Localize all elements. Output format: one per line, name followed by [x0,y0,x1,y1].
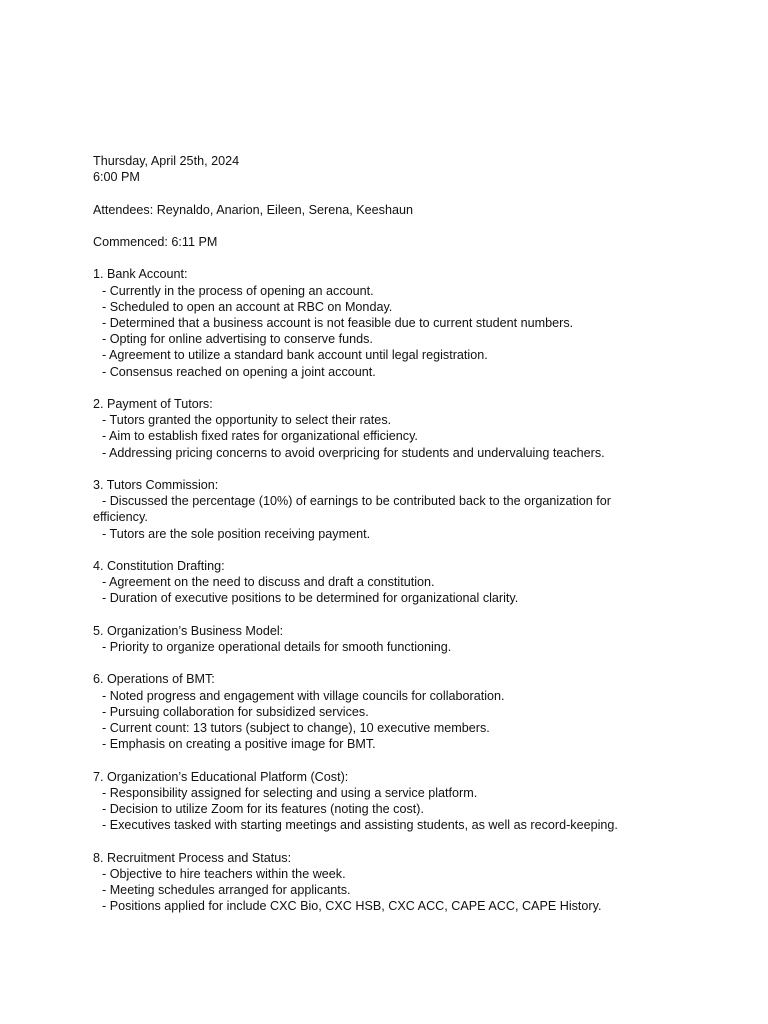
bullet-item: - Discussed the percentage (10%) of earnings to be contributed back to the organization for efficiency. [93,494,615,525]
bullet-item: - Current count: 13 tutors (subject to change), 10 executive members. [102,720,490,735]
section-title: 2. Payment of Tutors: [93,396,213,411]
bullet-item: - Positions applied for include CXC Bio, CXC HSB, CXC ACC, CAPE ACC, CAPE History. [102,899,602,914]
bullet-item: - Scheduled to open an account at RBC on Monday. [102,299,393,314]
section-business-model [93,623,653,655]
commenced-line: Commenced: 6:11 PM [93,234,218,249]
bullet-item: - Executives tasked with starting meetings and assisting students, as well as record-keeping. [102,818,618,833]
bullet-item: - Consensus reached on opening a joint account. [102,364,376,379]
section-constitution-drafting [93,558,653,607]
section-title: 3. Tutors Commission: [93,477,219,492]
spacer [93,250,653,266]
bullet-item: - Determined that a business account is not feasible due to current student numbers. [102,315,574,330]
bullet-item: - Emphasis on creating a positive image for BMT. [102,737,376,752]
bullet-item: - Priority to organize operational details for smooth functioning. [102,639,452,654]
bullet-item: - Noted progress and engagement with village councils for collaboration. [102,688,505,703]
bullet-item: - Tutors granted the opportunity to select their rates. [102,413,392,428]
section-tutors-commission [93,477,653,542]
bullet-item: - Meeting schedules arranged for applicants. [102,882,351,897]
bullet-item: - Decision to utilize Zoom for its features (noting the cost). [102,801,424,816]
bullet-item: - Opting for online advertising to conserve funds. [102,332,373,347]
section-bank-account [93,266,653,379]
spacer [93,185,653,201]
attendees-line: Attendees: Reynaldo, Anarion, Eileen, Serena, Keeshaun [93,202,413,217]
section-title: 8. Recruitment Process and Status: [93,850,292,865]
bullet-item: - Addressing pricing concerns to avoid overpricing for students and undervaluing teachers. [102,445,605,460]
bullet-item: - Pursuing collaboration for subsidized services. [102,704,369,719]
section-title: 7. Organization’s Educational Platform (Cost): [93,769,349,784]
section-title: 4. Constitution Drafting: [93,558,225,573]
section-title: 5. Organization’s Business Model: [93,623,284,638]
bullet-item: - Duration of executive positions to be determined for organizational clarity. [102,591,519,606]
section-payment-of-tutors [93,396,653,461]
bullet-item: - Agreement to utilize a standard bank account until legal registration. [102,348,488,363]
spacer [93,218,653,234]
section-title: 6. Operations of BMT: [93,672,215,687]
bullet-item: - Responsibility assigned for selecting and using a service platform. [102,785,478,800]
section-operations-of-bmt [93,671,653,752]
meeting-minutes-document [93,153,653,931]
bullet-item: - Tutors are the sole position receiving payment. [102,526,371,541]
bullet-item: - Objective to hire teachers within the week. [102,866,346,881]
meeting-time: 6:00 PM [93,170,140,185]
section-title: 1. Bank Account: [93,267,188,282]
bullet-item: - Currently in the process of opening an account. [102,283,374,298]
bullet-item: - Agreement on the need to discuss and draft a constitution. [102,575,435,590]
bullet-item: - Aim to establish fixed rates for organizational efficiency. [102,429,418,444]
section-recruitment-process [93,850,653,915]
section-educational-platform [93,769,653,834]
meeting-date: Thursday, April 25th, 2024 [93,154,240,168]
